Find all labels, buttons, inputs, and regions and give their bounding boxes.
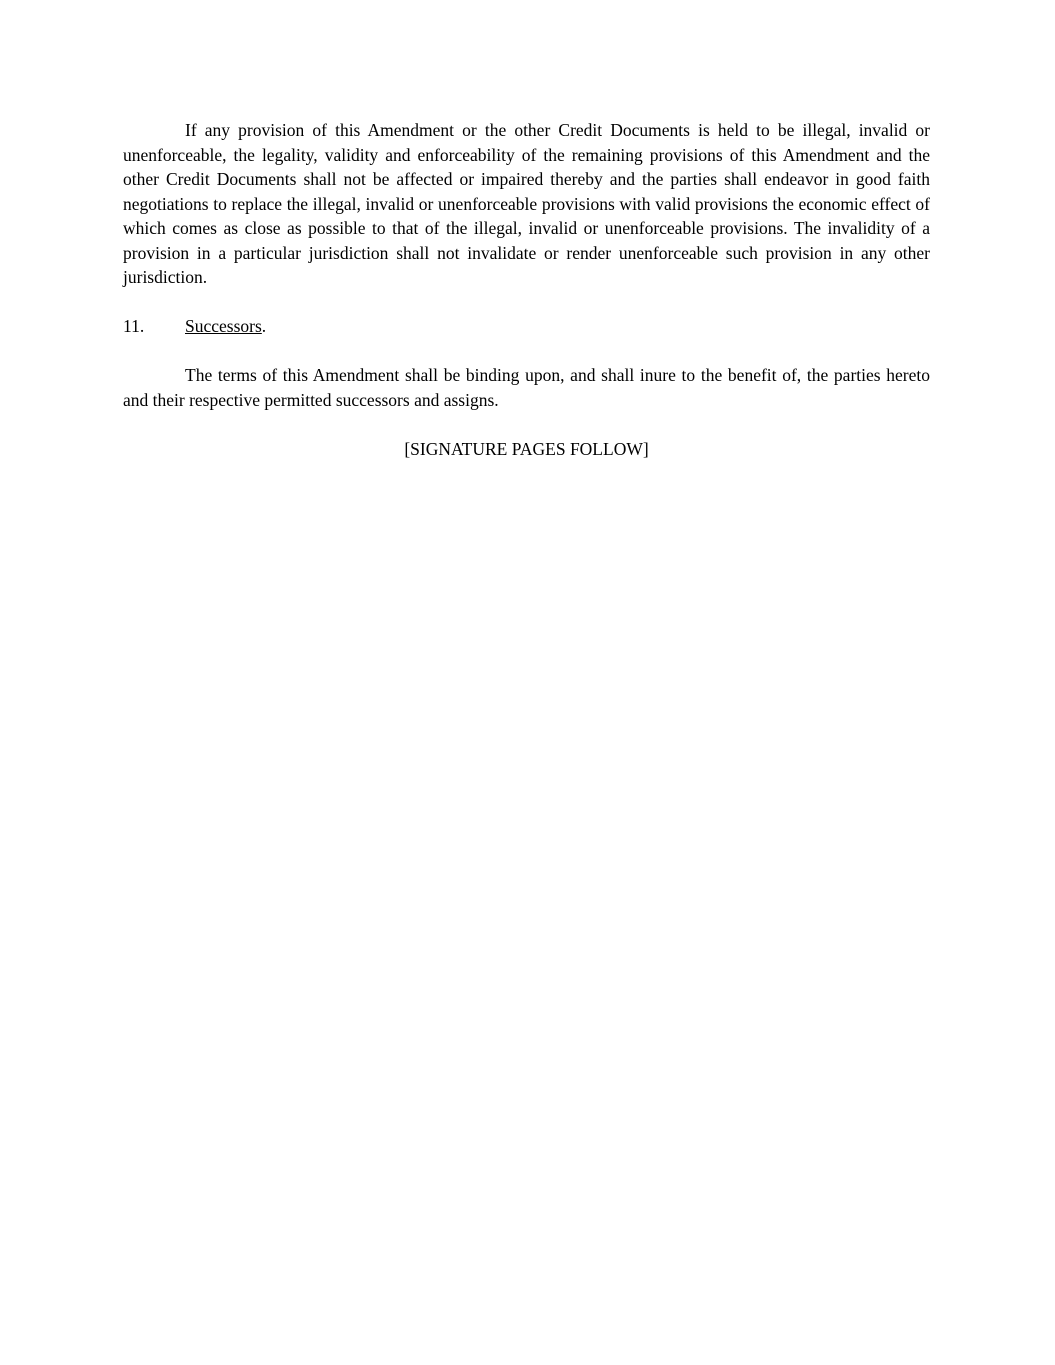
severability-paragraph: If any provision of this Amendment or the other Credit Documents is held to be illegal, invalid or unenforceable, the legality, validity and enforceability of the remaining provisions of this Amendment and the other Credit Documents shall not be affected or impaired thereby and the parties shall endeavor in good faith negotiations to replace the illegal, invalid or unenforceable provisions with valid provisions the economic effect of which comes as close as possible to that of the illegal, invalid or unenforceable provisions. The invalidity of a provision in a particular jurisdiction shall not invalidate or render unenforceable such provision in any other jurisdiction. [123,120,930,287]
section-number: 11. [123,316,145,336]
successors-paragraph: The terms of this Amendment shall be binding upon, and shall inure to the benefit of, the parties hereto and their respective permitted successors and assigns. [123,365,930,410]
section-heading [123,314,930,339]
section-title-punctuation: . [261,316,267,336]
signature-pages-notice: [SIGNATURE PAGES FOLLOW] [404,438,649,459]
document-body [123,118,930,461]
section-title: Successors [185,316,262,336]
